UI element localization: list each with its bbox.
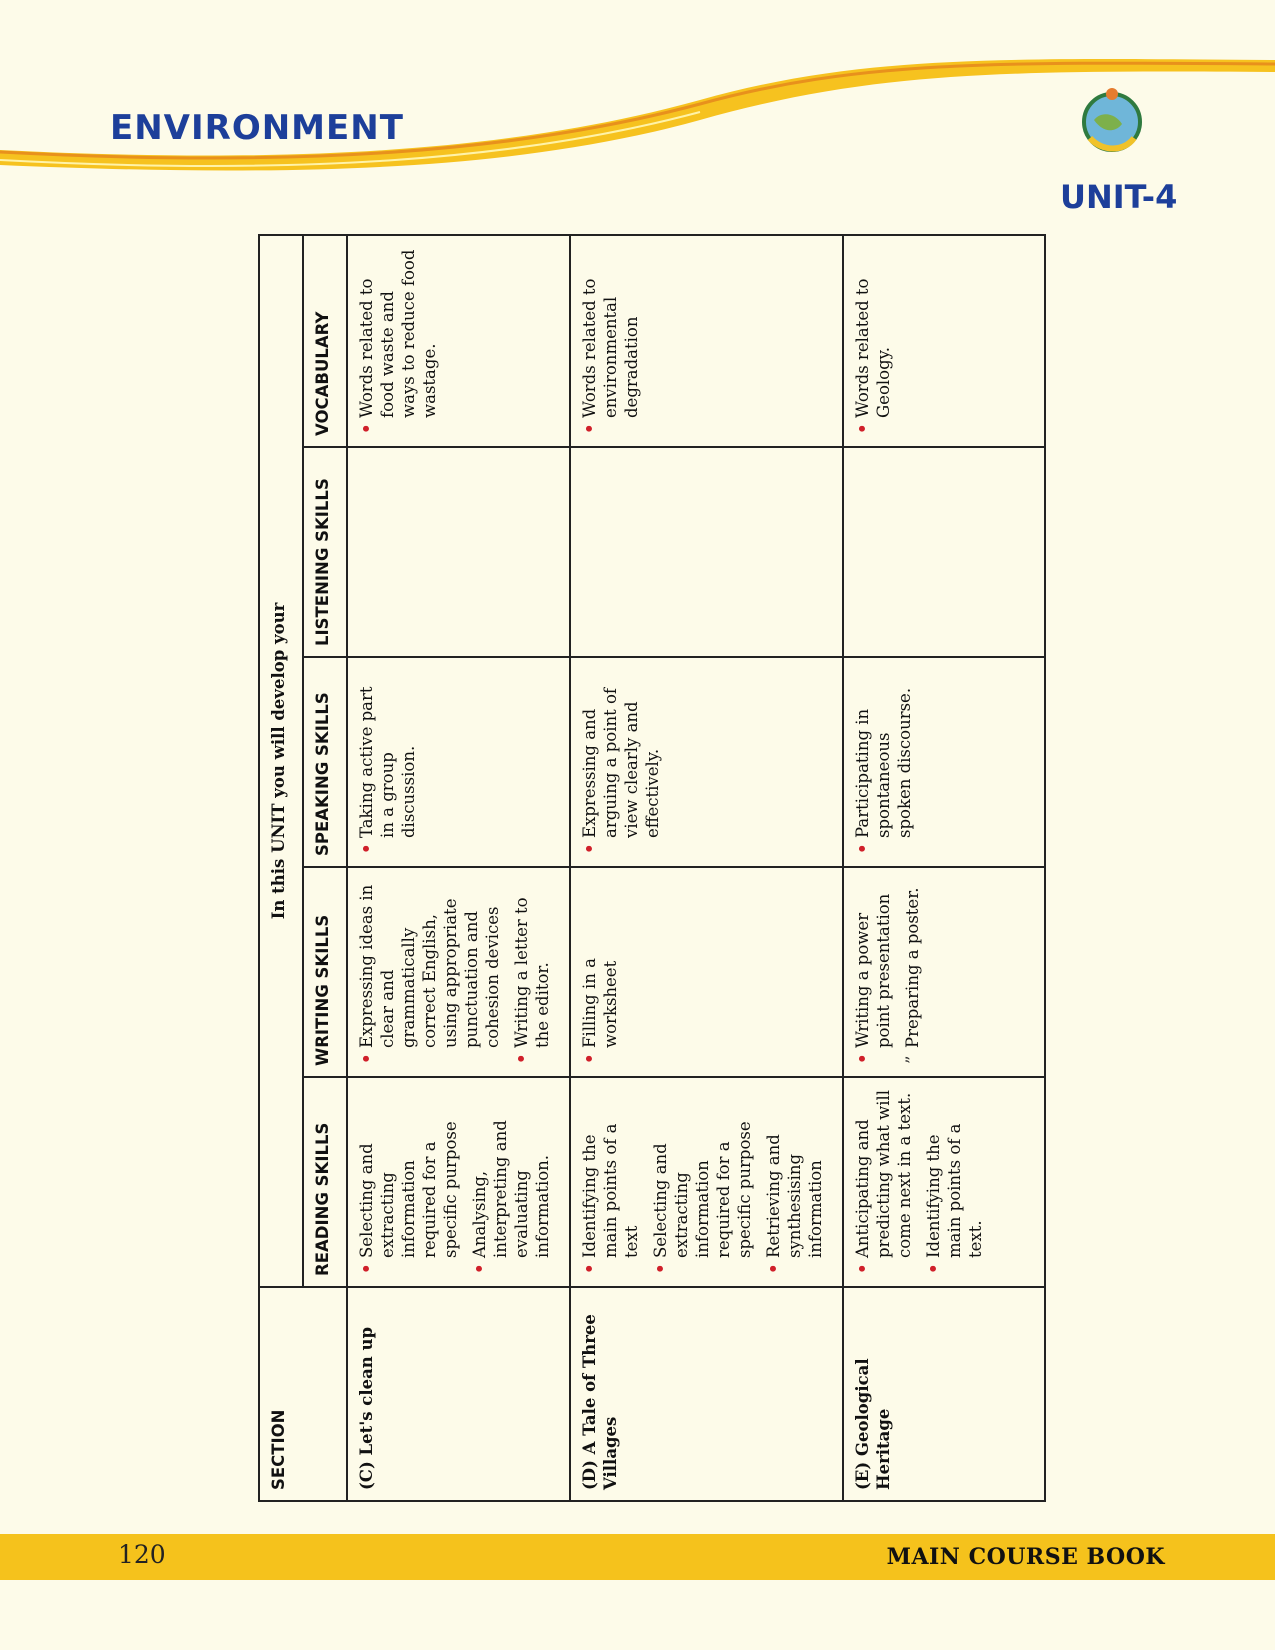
listening-cell	[843, 447, 1045, 657]
main-header: In this UNIT you will develop your	[259, 235, 303, 1287]
list-item: • Writing a letter to the editor.	[511, 878, 553, 1048]
list-item: • Expressing and arguing a point of view clearly and effectively.	[579, 668, 663, 838]
table-row	[843, 235, 1045, 1501]
unit-plan-table	[258, 234, 1046, 1502]
writing-cell	[843, 867, 1045, 1077]
list-item: • Participating in spontaneous spoken discourse.	[852, 668, 915, 838]
col-header-vocabulary: VOCABULARY	[303, 235, 347, 447]
list-item: • Words related to food waste and ways to reduce food wastage.	[356, 246, 440, 418]
section-cell: (D) A Tale of Three Villages	[570, 1287, 843, 1501]
list-item: • Expressing ideas in clear and grammatically correct English, using appropriate punctuation and cohesion devices	[356, 878, 503, 1048]
listening-cell	[347, 447, 570, 657]
book-title: MAIN COURSE BOOK	[886, 1544, 1165, 1570]
unit-label: UNIT-4	[1060, 178, 1178, 216]
page-number: 120	[118, 1540, 166, 1569]
list-item: • Identifying the main points of a text	[579, 1088, 642, 1258]
speaking-cell	[347, 657, 570, 867]
list-item: • Words related to environmental degradation	[579, 246, 642, 418]
list-item: • Selecting and extracting information required for a specific purpose	[356, 1088, 461, 1258]
section-cell: (E) Geological Heritage	[843, 1287, 1045, 1501]
reading-cell	[570, 1077, 843, 1287]
vocabulary-cell	[843, 235, 1045, 447]
vocabulary-cell	[347, 235, 570, 447]
list-item: • Writing a power point presentation	[852, 878, 894, 1048]
col-header-reading: READING SKILLS	[303, 1077, 347, 1287]
list-item: • Identifying the main points of a text.	[923, 1088, 986, 1258]
globe-logo-icon	[1072, 80, 1152, 170]
col-header-listening: LISTENING SKILLS	[303, 447, 347, 657]
section-cell: (C) Let's clean up	[347, 1287, 570, 1501]
reading-cell	[347, 1077, 570, 1287]
table-row	[570, 235, 843, 1501]
col-header-writing: WRITING SKILLS	[303, 867, 347, 1077]
list-item: • Anticipating and predicting what will come next in a text.	[852, 1088, 915, 1258]
writing-cell	[570, 867, 843, 1077]
list-item: • Analysing, interpreting and evaluating information.	[469, 1088, 553, 1258]
vocabulary-cell	[570, 235, 843, 447]
col-header-speaking: SPEAKING SKILLS	[303, 657, 347, 867]
list-item: • Filling in a worksheet	[579, 878, 621, 1048]
list-item: ” Preparing a poster.	[902, 878, 923, 1048]
list-item: • Selecting and extracting information required for a specific purpose	[650, 1088, 755, 1258]
list-item: • Retrieving and synthesising information	[763, 1088, 826, 1258]
speaking-cell	[570, 657, 843, 867]
listening-cell	[570, 447, 843, 657]
speaking-cell	[843, 657, 1045, 867]
reading-cell	[843, 1077, 1045, 1287]
unit-plan-table-rotated	[258, 236, 1014, 1502]
list-item: • Words related to Geology.	[852, 246, 894, 418]
unit-title: ENVIRONMENT	[110, 108, 404, 148]
writing-cell	[347, 867, 570, 1077]
section-header: SECTION	[259, 1287, 347, 1501]
table-row	[347, 235, 570, 1501]
list-item: • Taking active part in a group discussion.	[356, 668, 419, 838]
